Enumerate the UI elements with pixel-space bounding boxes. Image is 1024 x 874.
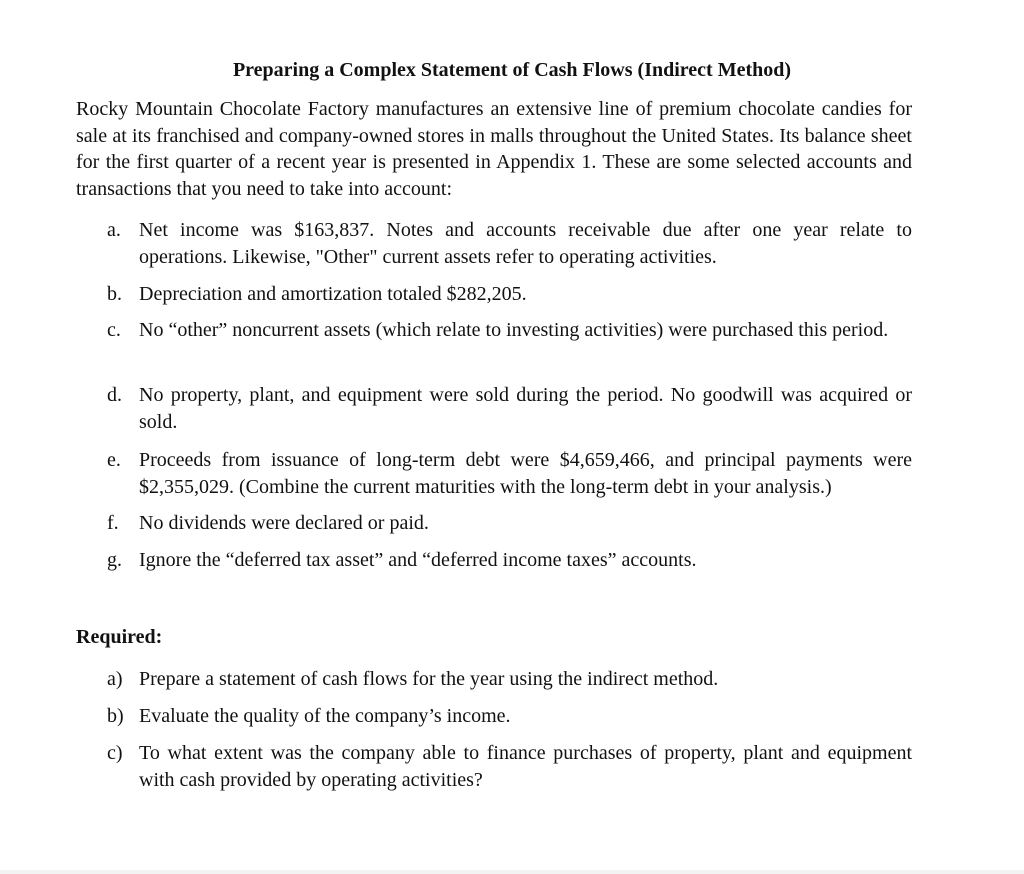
list-item-g xyxy=(107,547,912,574)
list-item-text: Proceeds from issuance of long-term debt were $4,659,466, and principal payments were $2,355,029. (Combine the current maturities with the long-term debt in your analysis.) xyxy=(139,449,912,498)
list-item-c xyxy=(107,317,912,344)
required-item-c xyxy=(107,740,912,793)
list-item-text: No dividends were declared or paid. xyxy=(139,512,429,534)
page-bottom-edge xyxy=(0,870,1024,874)
list-marker: a) xyxy=(107,668,123,690)
list-item-text: Depreciation and amortization totaled $282,205. xyxy=(139,283,527,305)
list-item-d xyxy=(107,382,912,435)
list-item-f xyxy=(107,510,912,537)
intro-paragraph: Rocky Mountain Chocolate Factory manufactures an extensive line of premium chocolate candies for sale at its franchised and company-owned stores in malls throughout the United States. Its balance sheet for the first quarter of a recent year is presented in Appendix 1. These are some selected accounts and transactions that you need to take into account: xyxy=(76,98,912,200)
required-item-b xyxy=(107,703,912,730)
required-heading: Required: xyxy=(76,626,163,648)
list-marker: g. xyxy=(107,549,122,571)
list-marker: d. xyxy=(107,384,122,406)
list-item-b xyxy=(107,281,912,308)
list-marker: e. xyxy=(107,449,121,471)
list-marker: a. xyxy=(107,219,121,241)
list-marker: c) xyxy=(107,742,123,764)
list-item-text: To what extent was the company able to finance purchases of property, plant and equipment with cash provided by operating activities? xyxy=(139,742,912,791)
list-item-text: Prepare a statement of cash flows for the year using the indirect method. xyxy=(139,668,719,690)
document-title: Preparing a Complex Statement of Cash Flows (Indirect Method) xyxy=(232,59,792,81)
list-item-text: No “other” noncurrent assets (which relate to investing activities) were purchased this period. xyxy=(139,319,889,341)
list-marker: f. xyxy=(107,512,119,534)
list-item-text: Evaluate the quality of the company’s income. xyxy=(139,705,511,727)
required-item-a xyxy=(107,666,912,693)
list-marker: b. xyxy=(107,283,122,305)
list-marker: b) xyxy=(107,705,124,727)
list-item-e xyxy=(107,447,912,500)
list-item-text: Ignore the “deferred tax asset” and “deferred income taxes” accounts. xyxy=(139,549,697,571)
list-item-a xyxy=(107,217,912,270)
list-marker: c. xyxy=(107,319,121,341)
list-item-text: No property, plant, and equipment were sold during the period. No goodwill was acquired or sold. xyxy=(139,384,912,433)
list-item-text: Net income was $163,837. Notes and accounts receivable due after one year relate to operations. Likewise, "Other" current assets refer to operating activities. xyxy=(139,219,912,268)
